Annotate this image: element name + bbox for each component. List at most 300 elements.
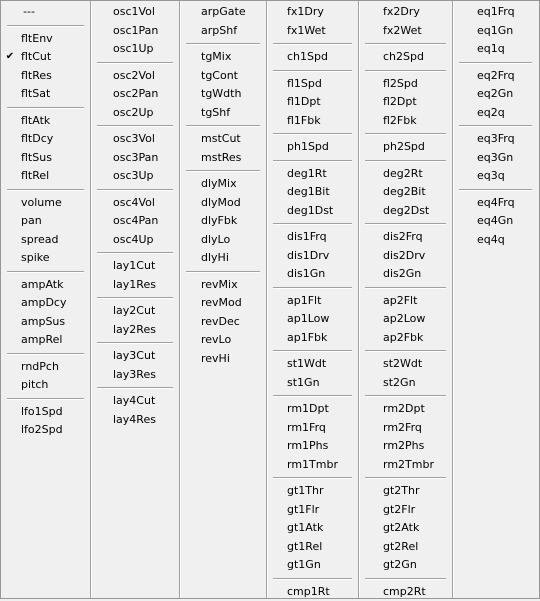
menu-separator — [7, 25, 84, 27]
menu-item-label: gt1Thr — [287, 482, 324, 501]
menu-item-label: ch2Spd — [383, 48, 424, 67]
menu-item-fltRel[interactable] — [1, 167, 90, 186]
menu-item-label: eq4Gn — [477, 212, 513, 231]
menu-item-label: dlyHi — [201, 249, 229, 268]
menu-separator — [273, 578, 352, 580]
menu-item-label: osc2Up — [113, 104, 154, 123]
menu-item-label: st2Wdt — [383, 355, 422, 374]
menu-item-label: gt2Gn — [383, 556, 417, 575]
menu-item-label: ap2Flt — [383, 292, 417, 311]
menu-item-label: fltAtk — [21, 112, 50, 131]
menu-item-dlyMix[interactable] — [180, 175, 266, 194]
menu-item-lay3Res[interactable] — [91, 366, 179, 385]
menu-item-fltSat[interactable] — [1, 85, 90, 104]
menu-item-ap2Flt[interactable] — [359, 292, 452, 311]
menu-item-gt1Flr[interactable] — [267, 501, 358, 520]
menu-item-label: ampDcy — [21, 294, 66, 313]
menu-item-label: gt1Atk — [287, 519, 323, 538]
menu-item-label: osc3Vol — [113, 130, 155, 149]
menu-item-label: eq2Gn — [477, 85, 513, 104]
menu-item-dis1Drv[interactable] — [267, 247, 358, 266]
menu-item-label: deg2Rt — [383, 165, 423, 184]
menu-separator — [365, 578, 446, 580]
menu-item-label: st1Wdt — [287, 355, 326, 374]
menu-separator — [273, 350, 352, 352]
menu-item-label: lay2Cut — [113, 302, 155, 321]
menu-separator — [273, 160, 352, 162]
menu-separator — [97, 252, 173, 254]
menu-item-dis1Gn[interactable] — [267, 265, 358, 284]
menu-item-ampRel[interactable] — [1, 331, 90, 350]
menu-separator — [97, 387, 173, 389]
menu-separator — [186, 43, 260, 45]
menu-separator — [365, 477, 446, 479]
menu-item-dis2Frq[interactable] — [359, 228, 452, 247]
menu-item-eq1q[interactable] — [453, 40, 538, 59]
menu-item-label: ap2Fbk — [383, 329, 423, 348]
menu-item-gt2Flr[interactable] — [359, 501, 452, 520]
menu-item-fltDcy[interactable] — [1, 130, 90, 149]
menu-item-dlyLo[interactable] — [180, 231, 266, 250]
menu-item-tgMix[interactable] — [180, 48, 266, 67]
menu-item-label: lfo2Spd — [21, 421, 63, 440]
menu-item-label: rm2Tmbr — [383, 456, 434, 475]
menu-item-label: eq3Frq — [477, 130, 515, 149]
menu-item-rm1Frq[interactable] — [267, 419, 358, 438]
menu-item-label: fl1Spd — [287, 75, 322, 94]
menu-item-fl2Spd[interactable] — [359, 75, 452, 94]
menu-item-label: volume — [21, 194, 62, 213]
menu-item-label: lay2Res — [113, 321, 156, 340]
menu-item-osc3Up[interactable] — [91, 167, 179, 186]
menu-item-label: fl2Dpt — [383, 93, 417, 112]
menu-separator — [365, 350, 446, 352]
menu-item-label: osc1Vol — [113, 3, 155, 22]
menu-item-rm2Phs[interactable] — [359, 437, 452, 456]
menu-item-label: mstCut — [201, 130, 241, 149]
menu-item-osc3Pan[interactable] — [91, 149, 179, 168]
menu-item-label: eq3Gn — [477, 149, 513, 168]
menu-separator — [186, 125, 260, 127]
menu-item-label: eq4Frq — [477, 194, 515, 213]
menu-item-fl1Dpt[interactable] — [267, 93, 358, 112]
menu-item-rndPch[interactable] — [1, 358, 90, 377]
menu-item-label: eq4q — [477, 231, 505, 250]
menu-item-label: eq2q — [477, 104, 505, 123]
menu-item-label: lay4Cut — [113, 392, 155, 411]
menu-item-label: dis1Drv — [287, 247, 329, 266]
menu-item-label: rm1Tmbr — [287, 456, 338, 475]
menu-item-lay2Res[interactable] — [91, 321, 179, 340]
menu-item-label: eq2Frq — [477, 67, 515, 86]
menu-separator — [365, 395, 446, 397]
menu-item-gt2Thr[interactable] — [359, 482, 452, 501]
menu-item-label: --- — [23, 3, 35, 22]
menu-item-label: ap2Low — [383, 310, 425, 329]
menu-item-label: pitch — [21, 376, 48, 395]
menu-item-lfo2Spd[interactable] — [1, 421, 90, 440]
menu-item-gt1Thr[interactable] — [267, 482, 358, 501]
menu-item-label: ch1Spd — [287, 48, 328, 67]
menu-item-label: st1Gn — [287, 374, 320, 393]
menu-separator — [459, 189, 532, 191]
menu-item-fl2Dpt[interactable] — [359, 93, 452, 112]
menu-item-label: ap1Low — [287, 310, 329, 329]
menu-item-revLo[interactable] — [180, 331, 266, 350]
menu-separator — [273, 287, 352, 289]
menu-separator — [365, 223, 446, 225]
menu-item-ampSus[interactable] — [1, 313, 90, 332]
menu-item-ampAtk[interactable] — [1, 276, 90, 295]
menu-item-label: osc3Up — [113, 167, 154, 186]
menu-item-osc2Vol[interactable] — [91, 67, 179, 86]
menu-item-label: gt2Rel — [383, 538, 418, 557]
menu-item-ap1Flt[interactable] — [267, 292, 358, 311]
menu-item-osc2Up[interactable] — [91, 104, 179, 123]
menu-item-label: fltRel — [21, 167, 49, 186]
menu-separator — [365, 70, 446, 72]
menu-item-label: revMix — [201, 276, 238, 295]
menu-item-label: osc3Pan — [113, 149, 158, 168]
menu-item-label: dlyMod — [201, 194, 241, 213]
menu-separator — [273, 133, 352, 135]
menu-item-label: eq3q — [477, 167, 505, 186]
menu-item-rm2Tmbr[interactable] — [359, 456, 452, 475]
menu-item-volume[interactable] — [1, 194, 90, 213]
menu-item-label: tgWdth — [201, 85, 241, 104]
menu-item-mstRes[interactable] — [180, 149, 266, 168]
menu-item-label: eq1q — [477, 40, 505, 59]
menu-item-label: deg1Bit — [287, 183, 330, 202]
menu-item-revDec[interactable] — [180, 313, 266, 332]
menu-item-label: fltEnv — [21, 30, 53, 49]
menu-item-tgShf[interactable] — [180, 104, 266, 123]
menu-item-label: fltSus — [21, 149, 52, 168]
menu-item-label: dlyLo — [201, 231, 230, 250]
menu-item-lay4Cut[interactable] — [91, 392, 179, 411]
menu-item-label: fltSat — [21, 85, 50, 104]
menu-item-label: gt2Flr — [383, 501, 415, 520]
menu-item-pan[interactable] — [1, 212, 90, 231]
menu-item-fl1Spd[interactable] — [267, 75, 358, 94]
menu-item-label: fltCut — [21, 48, 51, 67]
menu-item-eq1Gn[interactable] — [453, 22, 538, 41]
menu-item-label: fx2Dry — [383, 3, 420, 22]
menu-item-fltRes[interactable] — [1, 67, 90, 86]
menu-item-lfo1Spd[interactable] — [1, 403, 90, 422]
menu-item-rm1Phs[interactable] — [267, 437, 358, 456]
menu-item-eq1Frq[interactable] — [453, 3, 538, 22]
menu-item-ch1Spd[interactable] — [267, 48, 358, 67]
menu-item-eq2Frq[interactable] — [453, 67, 538, 86]
menu-item-label: gt1Flr — [287, 501, 319, 520]
menu-item-eq3Gn[interactable] — [453, 149, 538, 168]
menu-column-1 — [1, 1, 91, 598]
menu-item-lay4Res[interactable] — [91, 411, 179, 430]
menu-item-deg1Dst[interactable] — [267, 202, 358, 221]
menu-item-spike[interactable] — [1, 249, 90, 268]
menu-item-osc1Pan[interactable] — [91, 22, 179, 41]
menu-item-dlyHi[interactable] — [180, 249, 266, 268]
menu-item-label: osc2Pan — [113, 85, 158, 104]
menu-item-label: deg1Rt — [287, 165, 327, 184]
menu-item-lay3Cut[interactable] — [91, 347, 179, 366]
menu-item-label: rndPch — [21, 358, 59, 377]
menu-item-label: dis2Drv — [383, 247, 425, 266]
menu-item-label: deg1Dst — [287, 202, 333, 221]
menu-item-rm2Dpt[interactable] — [359, 400, 452, 419]
menu-separator — [97, 342, 173, 344]
menu-item-label: gt1Gn — [287, 556, 321, 575]
menu-item-label: gt2Atk — [383, 519, 419, 538]
menu-separator — [7, 271, 84, 273]
menu-item-mstCut[interactable] — [180, 130, 266, 149]
menu-item-fltAtk[interactable] — [1, 112, 90, 131]
menu-item-label: deg2Dst — [383, 202, 429, 221]
menu-item-gt2Rel[interactable] — [359, 538, 452, 557]
menu-item-label: ph1Spd — [287, 138, 329, 157]
menu-item-eq3q[interactable] — [453, 167, 538, 186]
menu-separator — [97, 125, 173, 127]
menu-item-label: ampRel — [21, 331, 62, 350]
menu-separator — [7, 107, 84, 109]
menu-item-label: fx1Dry — [287, 3, 324, 22]
menu-item-fx1Dry[interactable] — [267, 3, 358, 22]
menu-separator — [273, 477, 352, 479]
menu-separator — [273, 70, 352, 72]
menu-separator — [365, 43, 446, 45]
menu-item-osc4Up[interactable] — [91, 231, 179, 250]
menu-item-lay1Cut[interactable] — [91, 257, 179, 276]
menu-item-gt2Atk[interactable] — [359, 519, 452, 538]
menu-item-label: rm1Phs — [287, 437, 328, 456]
menu-item-label: mstRes — [201, 149, 241, 168]
menu-item-label: osc4Vol — [113, 194, 155, 213]
menu-separator — [365, 133, 446, 135]
menu-item-label: rm2Dpt — [383, 400, 425, 419]
menu-item-tgCont[interactable] — [180, 67, 266, 86]
menu-item-deg2Bit[interactable] — [359, 183, 452, 202]
menu-item-lay1Res[interactable] — [91, 276, 179, 295]
menu-item-pitch[interactable] — [1, 376, 90, 395]
menu-item-label: lay3Cut — [113, 347, 155, 366]
menu-item-cmp1Rt[interactable] — [267, 583, 358, 601]
menu-item-label: spike — [21, 249, 50, 268]
menu-item-cmp2Rt[interactable] — [359, 583, 452, 601]
menu-item-spread[interactable] — [1, 231, 90, 250]
menu-item-dis2Drv[interactable] — [359, 247, 452, 266]
menu-column-6 — [453, 1, 538, 598]
menu-separator — [459, 125, 532, 127]
menu-item-label: dlyFbk — [201, 212, 237, 231]
menu-separator — [7, 353, 84, 355]
menu-item-label: rm2Frq — [383, 419, 422, 438]
menu-separator — [273, 43, 352, 45]
menu-item-revHi[interactable] — [180, 350, 266, 369]
menu-item-label: arpShf — [201, 22, 237, 41]
menu-item-osc1Up[interactable] — [91, 40, 179, 59]
menu-item-eq2Gn[interactable] — [453, 85, 538, 104]
menu-item-fltEnv[interactable] — [1, 30, 90, 49]
menu-separator — [273, 395, 352, 397]
menu-item-ph1Spd[interactable] — [267, 138, 358, 157]
menu-item-fx2Wet[interactable] — [359, 22, 452, 41]
menu-item-deg1Rt[interactable] — [267, 165, 358, 184]
menu-item-gt1Rel[interactable] — [267, 538, 358, 557]
menu-item-lay2Cut[interactable] — [91, 302, 179, 321]
menu-item-label: tgMix — [201, 48, 231, 67]
menu-item-label: osc2Vol — [113, 67, 155, 86]
menu-item-arpGate[interactable] — [180, 3, 266, 22]
menu-item-label: osc1Up — [113, 40, 154, 59]
menu-item-label: osc4Pan — [113, 212, 158, 231]
menu-item-dis2Gn[interactable] — [359, 265, 452, 284]
menu-column-3 — [180, 1, 267, 598]
menu-item-label: dlyMix — [201, 175, 237, 194]
menu-separator — [97, 62, 173, 64]
menu-item-label: pan — [21, 212, 42, 231]
menu-item-gt1Atk[interactable] — [267, 519, 358, 538]
menu-item-label: arpGate — [201, 3, 246, 22]
menu-item-dlyFbk[interactable] — [180, 212, 266, 231]
menu-item-label: dis2Frq — [383, 228, 423, 247]
menu-item-label: dis1Gn — [287, 265, 325, 284]
menu-item-fltCut[interactable] — [1, 48, 90, 67]
menu-item-label: fl1Dpt — [287, 93, 321, 112]
menu-item-label: rm2Phs — [383, 437, 424, 456]
menu-item-label: dis2Gn — [383, 265, 421, 284]
menu-item-label: fl1Fbk — [287, 112, 321, 131]
menu-item-rm1Dpt[interactable] — [267, 400, 358, 419]
menu-item-label: fltRes — [21, 67, 52, 86]
menu-item-st2Wdt[interactable] — [359, 355, 452, 374]
menu-column-5 — [359, 1, 453, 598]
menu-item-label: lay1Res — [113, 276, 156, 295]
menu-separator — [365, 160, 446, 162]
menu-item-fx2Dry[interactable] — [359, 3, 452, 22]
menu-item-fl2Fbk[interactable] — [359, 112, 452, 131]
menu-separator — [7, 398, 84, 400]
menu-item-eq2q[interactable] — [453, 104, 538, 123]
menu-item-label: dis1Frq — [287, 228, 327, 247]
menu-item-ap2Low[interactable] — [359, 310, 452, 329]
menu-item-label: fx1Wet — [287, 22, 326, 41]
menu-item-eq4Gn[interactable] — [453, 212, 538, 231]
checkmark-icon: ✔ — [5, 48, 15, 67]
menu-item----[interactable] — [1, 3, 90, 22]
menu-item-label: gt2Thr — [383, 482, 420, 501]
menu-separator — [97, 189, 173, 191]
menu-item-gt1Gn[interactable] — [267, 556, 358, 575]
menu-item-label: cmp2Rt — [383, 583, 426, 601]
menu-item-label: spread — [21, 231, 59, 250]
menu-separator — [186, 170, 260, 172]
menu-separator — [97, 297, 173, 299]
menu-item-label: ampAtk — [21, 276, 63, 295]
menu-item-st2Gn[interactable] — [359, 374, 452, 393]
menu-item-deg2Dst[interactable] — [359, 202, 452, 221]
menu-item-label: revHi — [201, 350, 230, 369]
menu-item-st1Gn[interactable] — [267, 374, 358, 393]
menu-item-label: revMod — [201, 294, 242, 313]
menu-separator — [7, 189, 84, 191]
menu-item-dlyMod[interactable] — [180, 194, 266, 213]
menu-item-eq4q[interactable] — [453, 231, 538, 250]
menu-item-label: ampSus — [21, 313, 65, 332]
menu-item-osc4Pan[interactable] — [91, 212, 179, 231]
menu-item-label: ap1Fbk — [287, 329, 327, 348]
menu-item-fl1Fbk[interactable] — [267, 112, 358, 131]
menu-item-label: lay3Res — [113, 366, 156, 385]
menu-item-label: fltDcy — [21, 130, 53, 149]
menu-item-label: eq1Frq — [477, 3, 515, 22]
menu-item-label: osc4Up — [113, 231, 154, 250]
menu-item-dis1Frq[interactable] — [267, 228, 358, 247]
menu-item-tgWdth[interactable] — [180, 85, 266, 104]
menu-item-rm1Tmbr[interactable] — [267, 456, 358, 475]
menu-item-eq3Frq[interactable] — [453, 130, 538, 149]
menu-item-revMix[interactable] — [180, 276, 266, 295]
menu-item-label: lay1Cut — [113, 257, 155, 276]
menu-item-label: ph2Spd — [383, 138, 425, 157]
menu-item-arpShf[interactable] — [180, 22, 266, 41]
menu-item-rm2Frq[interactable] — [359, 419, 452, 438]
menu-item-ph2Spd[interactable] — [359, 138, 452, 157]
menu-item-ap1Low[interactable] — [267, 310, 358, 329]
menu-column-4 — [267, 1, 359, 598]
menu-item-ch2Spd[interactable] — [359, 48, 452, 67]
menu-item-fx1Wet[interactable] — [267, 22, 358, 41]
menu-item-label: deg2Bit — [383, 183, 426, 202]
menu-item-ap1Fbk[interactable] — [267, 329, 358, 348]
menu-item-label: cmp1Rt — [287, 583, 330, 601]
menu-item-fltSus[interactable] — [1, 149, 90, 168]
menu-item-osc3Vol[interactable] — [91, 130, 179, 149]
menu-column-2 — [91, 1, 180, 598]
menu-item-st1Wdt[interactable] — [267, 355, 358, 374]
menu-item-label: ap1Flt — [287, 292, 321, 311]
menu-item-label: tgCont — [201, 67, 238, 86]
menu-item-label: revDec — [201, 313, 240, 332]
menu-item-label: rm1Frq — [287, 419, 326, 438]
menu-item-eq4Frq[interactable] — [453, 194, 538, 213]
menu-item-osc4Vol[interactable] — [91, 194, 179, 213]
menu-item-label: revLo — [201, 331, 231, 350]
menu-item-deg2Rt[interactable] — [359, 165, 452, 184]
menu-item-gt2Gn[interactable] — [359, 556, 452, 575]
menu-item-label: lay4Res — [113, 411, 156, 430]
menu-item-label: tgShf — [201, 104, 230, 123]
menu-item-label: lfo1Spd — [21, 403, 63, 422]
menu-item-label: eq1Gn — [477, 22, 513, 41]
menu-item-osc1Vol[interactable] — [91, 3, 179, 22]
menu-item-ap2Fbk[interactable] — [359, 329, 452, 348]
menu-item-label: osc1Pan — [113, 22, 158, 41]
menu-separator — [273, 223, 352, 225]
menu-item-label: gt1Rel — [287, 538, 322, 557]
menu-item-label: rm1Dpt — [287, 400, 329, 419]
menu-item-label: fx2Wet — [383, 22, 422, 41]
menu-separator — [365, 287, 446, 289]
menu-separator — [186, 271, 260, 273]
menu-item-label: fl2Spd — [383, 75, 418, 94]
menu-item-osc2Pan[interactable] — [91, 85, 179, 104]
menu-item-ampDcy[interactable] — [1, 294, 90, 313]
menu-item-revMod[interactable] — [180, 294, 266, 313]
menu-item-label: fl2Fbk — [383, 112, 417, 131]
menu-item-deg1Bit[interactable] — [267, 183, 358, 202]
menu-separator — [459, 62, 532, 64]
